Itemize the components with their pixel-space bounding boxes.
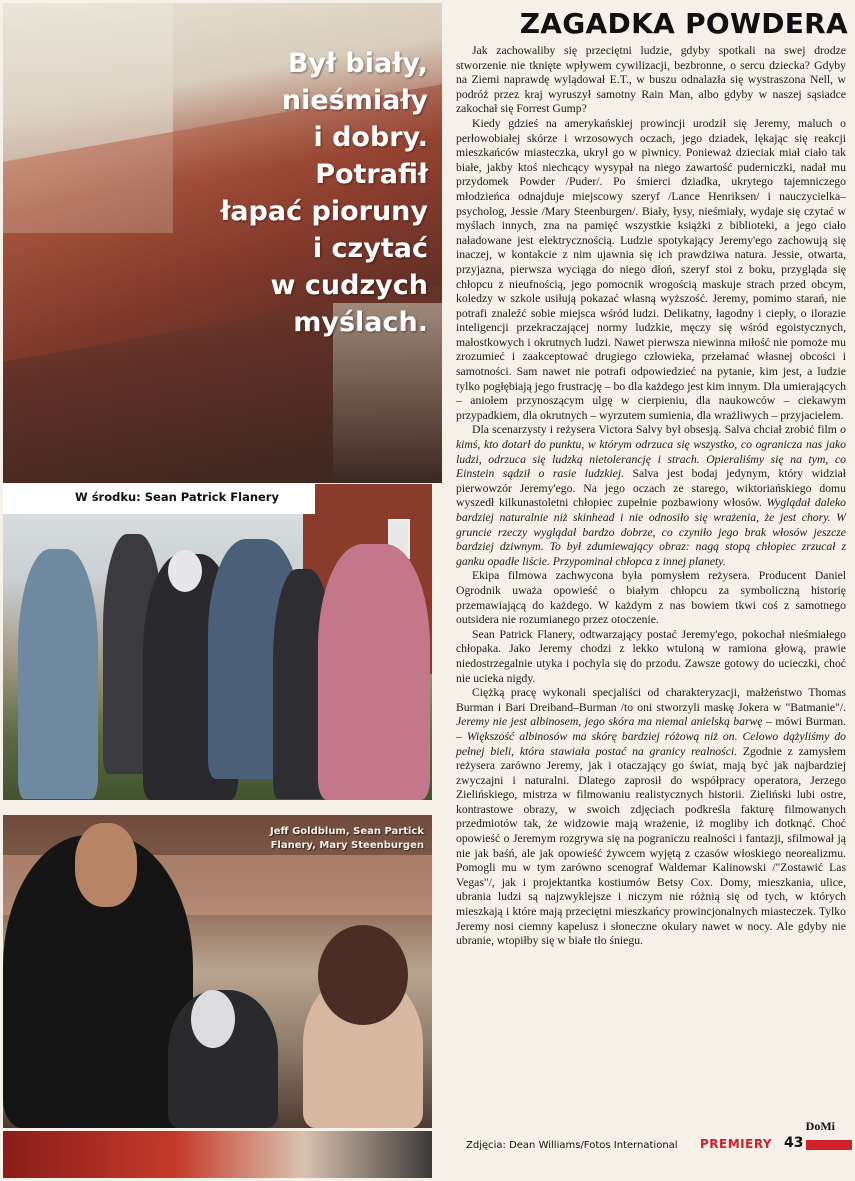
paragraph: Jak zachowaliby się przeciętni ludzie, gdyby spotkali na swej drodze stworzenie nie tknięte wpływem cywilizacji, bezbronne, o sercu dziecka? Gdyby na Ziemi naprawdę wylądował E.T., w buszu odnalazła się wystraszona Nell, w podróż przez kraj wyruszył samotny Rain Man, albo gdyby w naszej sąsiadce zakochał się Forrest Gump?: [456, 44, 846, 116]
footer-red-bar: [806, 1140, 852, 1150]
article-column: [446, 0, 855, 1181]
bottom-photo: [3, 815, 432, 1128]
paragraph: Ekipa filmowa zachwycona była pomysłem reżysera. Producent Daniel Ogrodnik uważa opowieść o białym chłopcu za symboliczną historię przemawiającą do każdego. W każdym z nas bowiem tkwi coś z samotnego outsidera nie rozumianego przez otoczenie.: [456, 569, 846, 627]
photo-figure-hair: [318, 925, 408, 1025]
quote-run: o kimś, kto dotarł do punktu, w którym odrzuca się wszystko, co ogranicza nas jako ludzi, odrzuca się ludzką nietolerancję i strach. Opieraliśmy się na tym, co Einstein sądził o rasie ludzkiej.: [456, 423, 846, 481]
text-run: – mówi Burman. –: [456, 715, 846, 743]
magazine-brand: PREMIERY: [700, 1137, 773, 1151]
paragraph: Sean Patrick Flanery, odtwarzający postać Jeremy'ego, pokochał nieśmiałego chłopaka. Jako Jeremy chodzi z lekko wtuloną w ramiona głową, prawie niedostrzegalnie utyka i pochyla się do przodu. Zawsze gotowy do ucieczki, choć nie ucieka nigdy.: [456, 627, 846, 685]
photo-figure-head: [168, 550, 202, 592]
quote-run: Wyglądał daleko bardziej naturalnie niż skinhead i nie odnosiło się wrażenia, że jest chory. W gruncie rzeczy wyglądał bardzo dobrze, co czyniło jego brak włosów jeszcze bardziej dziwnym. To był zdumiewający obraz: nagą stopą chłopiec zrzucał z ganku opadłe liście. Przypominał chłopca z innej planety.: [456, 496, 847, 568]
paragraph: Kiedy gdzieś na amerykańskiej prowincji urodził się Jeremy, maluch o perłowobiałej skórze i wrzosowych oczach, jego dziadek, lękając się reakcji mieszkańców miasteczka, ukrył go w piwnicy. Ponieważ dzieciak miał ciało tak białe, jakby ktoś niechcący wysypał na niego zawartość puderniczki, nadał mu przydomek Powder /Puder/. Po śmierci dziadka, ukrytego tajemniczego młodzieńca odnajduje miejscowy szeryf /Lance Henriksen/ i nauczycielka–psycholog, Jessie /Mary Steenburgen/. Biały, łysy, nieśmiały, wydaje się czytać w myślach innych, zna na pamięć wszystkie książki z biblioteki, a jego ciało naładowane jest elektrycznością. Ludzie spotykający Jeremy'ego zachowują się inaczej, w kontakcie z nim ujawnia się ich prawdziwa natura. Jessie, otwarta, przyjazna, pierwsza wyciąga do niego dłoń, szeryf stoi z boku, przygląda się chłopcu z nieufnością, jego pomocnik wrogością maskuje strach przed obcym, koledzy w szkole usiłują pokazać własną wyższość. Jeremy, pomimo starań, nie potrafi znaleźć sobie miejsca wśród ludzi. Delikatny, łagodny i ciepły, o ilorazie inteligencji przekraczającej normy ludzkie, męczy się wśród egoistycznych, małostkowych i okrutnych ludzi. Nawet pierwsza niewinna miłość nie pomoże mu zrozumieć i zaakceptować drugiego człowieka, przełamać własnej obcości i samotności. Sam nawet nie potrafi odpowiedzieć na pytanie, kim jest, a ludzie tylko pogłębiają jego frustrację – bo dla każdego jest kim innym. Dla umierających – aniołem przynoszącym ulgę w cierpieniu, dla naukowców – ciekawym przypadkiem, dla okrutnych – wyrzutem sumienia, dla wrażliwych – przyjacielem.: [456, 116, 846, 422]
photo-figure-head: [191, 990, 235, 1048]
photo-credit: Zdjęcia: Dean Williams/Fotos International: [466, 1140, 678, 1151]
caption-bottom: Jeff Goldblum, Sean Partick Flanery, Mary Steenburgen: [269, 826, 424, 851]
paragraph: [456, 686, 846, 949]
article-body: [456, 44, 846, 949]
text-run: Zgodnie z zamysłem reżysera zarówno Jeremy, jak i otaczający go świat, mają być jak najbardziej zwyczajni i naturalni. Dlatego zaprosił do współpracy operatora, Jerzego Zielińskiego, mistrza w filmowaniu realistycznych historii. Zieliński lubi ostre, kontrastowe obrazy, w swoich zdjęciach podkreśla fakturę filmowanych przedmiotów tak, że widzowie mają wrażenie, iż mogliby ich dotknąć. Choć opowieść o Jeremym rozgrywa się na pograniczu realności i fantazji, sfilmował ją nie jak baśń, ale jak opowieść żywcem wyjętą z czasów włoskiego neorealizmu. Pomogli mu w tym zarówno scenograf Waldemar Kalinowski /"Zostawić Las Vegas"/, jak i projektantka kostiumów Betsy Cox. Domy, mieszkania, ulice, ubrania ludzi są najzwyklejsze i niczym nie różnią się od tych, w których mieszkają i które mają przeciętni mieszkańcy prowincjonalnych miasteczek. Tylko Jeremy nosi ciemny kapelusz i słoneczne okulary nawet w nocy. Ale gdyby nie ubranie, wtopiłby się w białe tło śniegu.: [456, 744, 846, 948]
bottom-photo-strip: [3, 1131, 432, 1178]
quote-run: Większość albinosów ma skórę bardziej różową niż on. Celowo dążyliśmy do pełnej bieli, która stawiała postać na granicy realności.: [456, 729, 847, 758]
middle-photo: [3, 484, 432, 800]
page-number: 43: [784, 1135, 804, 1151]
paragraph: [456, 423, 846, 569]
text-run: Salva jest bodaj jedynym, który widział pierwowzór Jeremy'ego. Na jego oczach ze starego, wiktoriańskiego domu wyszedł kilkunastoletni chłopiec zupełnie pozbawiony włosów.: [456, 467, 847, 510]
photo-figure: [318, 544, 430, 800]
headline-quote: Był biały, nieśmiały i dobry. Potrafił łapać pioruny i czytać w cudzych myślach.: [220, 48, 428, 338]
caption-middle: W środku: Sean Patrick Flanery: [3, 484, 315, 514]
top-photo: [3, 3, 442, 483]
author-signature: DoMi: [805, 1119, 835, 1133]
photo-figure: [18, 549, 98, 799]
photo-figure-head: [75, 823, 137, 907]
quote-run: Jeremy nie jest albinosem, jego skóra ma niemal anielską barwę: [456, 715, 763, 729]
text-run: Ciężką pracę wykonali specjaliści od charakteryzacji, małżeństwo Thomas Burman i Bari Dreiband–Burman /to oni stworzyli maskę Jokera w "Batmanie"/.: [456, 686, 846, 714]
article-title: ZAGADKA POWDERA: [519, 7, 848, 40]
text-run: Dla scenarzysty i reżysera Victora Salvy był obsesją. Salva chciał zrobić film: [472, 423, 841, 437]
